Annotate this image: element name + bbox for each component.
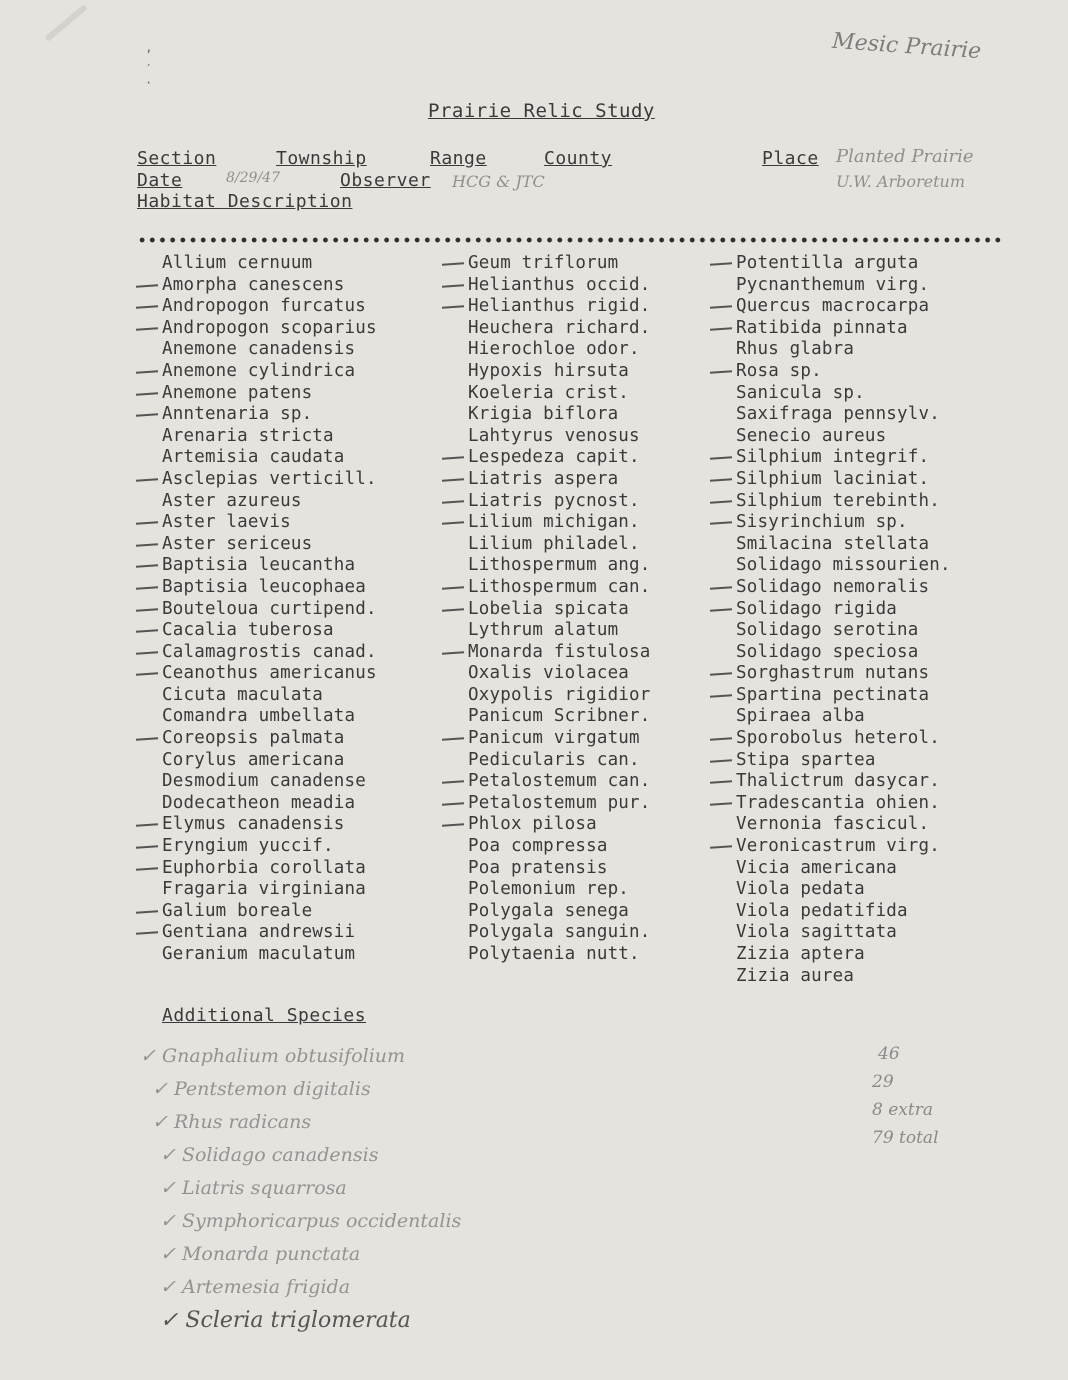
check-dash-mark [136, 910, 158, 913]
additional-species-item: ✓ Solidago canadensis [160, 1144, 379, 1166]
species-name: Koeleria crist. [468, 382, 630, 403]
habitat-description-label: Habitat Description [137, 191, 353, 212]
check-dash-mark [710, 673, 732, 676]
species-name: Sporobolus heterol. [736, 728, 940, 749]
species-name: Geranium maculatum [162, 944, 356, 964]
species-name: Euphorbia corollata [162, 857, 366, 878]
species-name: Heuchera richard. [468, 317, 651, 338]
species-item [162, 771, 377, 793]
species-name: Poa pratensis [468, 857, 608, 878]
species-name: Vicia americana [736, 857, 898, 878]
species-item [736, 685, 951, 707]
species-name: Andropogon furcatus [162, 296, 366, 317]
species-item [162, 599, 377, 621]
species-name: Eryngium yuccif. [162, 836, 334, 857]
species-name: Zizia aptera [736, 944, 865, 964]
check-dash-mark [710, 845, 732, 848]
species-name: Ceanothus americanus [162, 663, 377, 684]
species-item [736, 555, 951, 577]
species-name: Panicum virgatum [468, 728, 640, 749]
species-item [736, 814, 951, 836]
check-dash-mark [442, 586, 464, 589]
additional-species-item: ✓ Symphoricarpus occidentalis [160, 1210, 462, 1232]
species-item [162, 275, 377, 297]
check-dash-mark [136, 867, 158, 870]
species-item [736, 512, 951, 534]
check-dash-mark [442, 802, 464, 805]
species-name: Zizia aurea [736, 965, 855, 986]
species-name: Aster sericeus [162, 533, 313, 554]
species-item [468, 944, 651, 966]
species-name: Krigia biflora [468, 404, 619, 425]
additional-species-item: ✓ Gnaphalium obtusifolium [140, 1045, 406, 1067]
species-name: Liatris aspera [468, 468, 619, 489]
check-dash-mark [710, 608, 732, 611]
species-item [736, 318, 951, 340]
species-item [736, 858, 951, 880]
species-name: Viola sagittata [736, 922, 898, 943]
check-dash-mark [710, 802, 732, 805]
species-item [162, 447, 377, 469]
species-item [468, 858, 651, 880]
species-item [162, 253, 377, 275]
additional-species-heading: Additional Species [162, 1005, 367, 1026]
species-item [162, 706, 377, 728]
species-name: Silphium integrif. [736, 447, 930, 468]
species-name: Viola pedata [736, 879, 865, 900]
date-value: 8/29/47 [226, 170, 280, 186]
check-dash-mark [136, 737, 158, 740]
species-item [468, 642, 651, 664]
species-name: Hypoxis hirsuta [468, 360, 630, 381]
species-name: Polemonium rep. [468, 879, 630, 900]
species-name: Anntenaria sp. [162, 404, 313, 425]
species-item [162, 361, 377, 383]
observer-label: Observer [340, 170, 431, 191]
check-dash-mark [136, 824, 158, 827]
check-dash-mark [710, 759, 732, 762]
species-item [468, 534, 651, 556]
species-item [468, 361, 651, 383]
page-title: Prairie Relic Study [428, 100, 655, 122]
species-name: Aster azureus [162, 490, 302, 511]
species-item [736, 275, 951, 297]
species-name: Fragaria virginiana [162, 879, 366, 900]
species-name: Sisyrinchium sp. [736, 512, 908, 533]
species-name: Baptisia leucantha [162, 555, 356, 576]
check-dash-mark [136, 327, 158, 330]
species-item [736, 750, 951, 772]
species-name: Cacalia tuberosa [162, 620, 334, 641]
species-name: Potentilla arguta [736, 253, 919, 273]
species-name: Poa compressa [468, 836, 608, 857]
check-dash-mark [442, 305, 464, 308]
check-dash-mark [136, 651, 158, 654]
additional-species-item: ✓ Monarda punctata [160, 1243, 361, 1265]
check-dash-mark [710, 478, 732, 481]
species-column-2 [468, 253, 651, 966]
check-dash-mark [442, 457, 464, 460]
check-dash-mark [136, 392, 158, 395]
tally-line: 29 [872, 1072, 894, 1092]
species-item [736, 901, 951, 923]
additional-species-item: ✓ Artemesia frigida [160, 1276, 351, 1298]
check-dash-mark [442, 521, 464, 524]
check-dash-mark [136, 543, 158, 546]
species-column-1 [162, 253, 377, 966]
species-name: Rosa sp. [736, 360, 822, 381]
check-dash-mark [136, 629, 158, 632]
species-item [736, 944, 951, 966]
species-item [162, 318, 377, 340]
species-item [468, 879, 651, 901]
species-name: Dodecatheon meadia [162, 792, 356, 813]
species-item [736, 599, 951, 621]
species-item [468, 555, 651, 577]
species-item [468, 296, 651, 318]
check-dash-mark [442, 608, 464, 611]
species-name: Coreopsis palmata [162, 728, 345, 749]
species-item [162, 296, 377, 318]
place-label: Place [762, 148, 819, 169]
county-label: County [544, 148, 613, 169]
species-name: Lythrum alatum [468, 620, 619, 641]
place-value-2: U.W. Arboretum [836, 172, 966, 191]
additional-species-item: ✓ Liatris squarrosa [160, 1177, 347, 1199]
date-label: Date [137, 170, 183, 191]
check-dash-mark [136, 370, 158, 373]
species-item [162, 383, 377, 405]
species-name: Bouteloua curtipend. [162, 598, 377, 619]
species-item [162, 793, 377, 815]
species-item [468, 771, 651, 793]
species-name: Saxifraga pennsylv. [736, 404, 940, 425]
species-item [736, 922, 951, 944]
place-value: Planted Prairie [836, 146, 974, 167]
species-name: Rhus glabra [736, 339, 855, 360]
species-name: Lithospermum ang. [468, 555, 651, 576]
species-item [162, 426, 377, 448]
species-item [468, 750, 651, 772]
tally-line: 79 total [872, 1128, 939, 1148]
species-name: Solidago missourien. [736, 555, 951, 576]
species-name: Lithospermum can. [468, 576, 651, 597]
species-item [162, 858, 377, 880]
species-item [162, 577, 377, 599]
species-name: Sorghastrum nutans [736, 663, 930, 684]
species-item [468, 901, 651, 923]
species-name: Helianthus occid. [468, 274, 651, 295]
check-dash-mark [136, 673, 158, 676]
species-item [162, 339, 377, 361]
species-name: Petalostemum pur. [468, 792, 651, 813]
species-item [468, 339, 651, 361]
species-name: Galium boreale [162, 900, 313, 921]
check-dash-mark [136, 565, 158, 568]
species-item [736, 642, 951, 664]
species-name: Spiraea alba [736, 706, 865, 727]
species-name: Allium cernuum [162, 253, 313, 273]
observer-value: HCG & JTC [452, 172, 545, 191]
species-item [468, 663, 651, 685]
species-name: Senecio aureus [736, 425, 887, 446]
species-name: Silphium terebinth. [736, 490, 940, 511]
species-tally [860, 1040, 939, 1152]
species-item [468, 275, 651, 297]
species-name: Ratibida pinnata [736, 317, 908, 338]
species-name: Panicum Scribner. [468, 706, 651, 727]
species-item [162, 663, 377, 685]
species-name: Oxalis violacea [468, 663, 630, 684]
species-name: Solidago speciosa [736, 641, 919, 662]
species-item [162, 491, 377, 513]
section-label: Section [137, 148, 217, 169]
check-dash-mark [442, 478, 464, 481]
species-name: Elymus canadensis [162, 814, 345, 835]
tally-line: 46 [878, 1044, 900, 1064]
check-dash-mark [442, 780, 464, 783]
species-name: Cicuta maculata [162, 684, 324, 705]
check-dash-mark [442, 500, 464, 503]
species-item [736, 339, 951, 361]
species-name: Lobelia spicata [468, 598, 630, 619]
check-dash-mark [136, 521, 158, 524]
species-item [162, 642, 377, 664]
species-item [468, 318, 651, 340]
species-column-3 [736, 253, 951, 987]
dotted-separator [137, 236, 1003, 244]
check-dash-mark [710, 262, 732, 265]
species-name: Pycnanthemum virg. [736, 274, 930, 295]
species-item [468, 599, 651, 621]
species-item [162, 922, 377, 944]
species-item [468, 922, 651, 944]
species-item [162, 685, 377, 707]
species-item [468, 728, 651, 750]
township-label: Township [276, 148, 367, 169]
species-item [468, 512, 651, 534]
species-item [162, 534, 377, 556]
margin-marks: ’ ′ · [145, 48, 153, 90]
species-name: Quercus macrocarpa [736, 296, 930, 317]
species-name: Vernonia fascicul. [736, 814, 930, 835]
additional-species-item: ✓ Pentstemon digitalis [152, 1078, 371, 1100]
species-item [736, 663, 951, 685]
species-name: Lilium michigan. [468, 512, 640, 533]
check-dash-mark [710, 737, 732, 740]
species-item [736, 296, 951, 318]
check-dash-mark [710, 521, 732, 524]
species-name: Anemone patens [162, 382, 313, 403]
check-dash-mark [710, 694, 732, 697]
check-dash-mark [136, 932, 158, 935]
species-item [162, 728, 377, 750]
additional-species-item: ✓ Rhus radicans [152, 1111, 312, 1133]
species-name: Geum triflorum [468, 253, 619, 273]
species-name: Tradescantia ohien. [736, 792, 940, 813]
species-item [468, 491, 651, 513]
species-name: Aster laevis [162, 512, 291, 533]
species-item [468, 620, 651, 642]
species-item [736, 577, 951, 599]
species-item [736, 966, 951, 988]
species-name: Spartina pectinata [736, 684, 930, 705]
species-name: Liatris pycnost. [468, 490, 640, 511]
species-name: Viola pedatifida [736, 900, 908, 921]
species-item [468, 836, 651, 858]
species-item [468, 447, 651, 469]
species-item [736, 469, 951, 491]
species-name: Baptisia leucophaea [162, 576, 366, 597]
species-item [736, 447, 951, 469]
check-dash-mark [136, 845, 158, 848]
species-item [736, 361, 951, 383]
species-name: Arenaria stricta [162, 425, 334, 446]
check-dash-mark [136, 608, 158, 611]
check-dash-mark [136, 413, 158, 416]
species-item [162, 901, 377, 923]
species-item [468, 814, 651, 836]
species-name: Solidago serotina [736, 620, 919, 641]
species-item [162, 814, 377, 836]
species-name: Calamagrostis canad. [162, 641, 377, 662]
species-item [162, 750, 377, 772]
species-item [736, 879, 951, 901]
species-name: Asclepias verticill. [162, 468, 377, 489]
species-name: Artemisia caudata [162, 447, 345, 468]
species-item [162, 836, 377, 858]
species-item [162, 944, 377, 966]
species-name: Thalictrum dasycar. [736, 771, 940, 792]
paper-smudge [44, 4, 88, 42]
check-dash-mark [442, 737, 464, 740]
species-item [468, 706, 651, 728]
species-item [468, 383, 651, 405]
species-name: Petalostemum can. [468, 771, 651, 792]
species-name: Anemone cylindrica [162, 360, 356, 381]
species-item [736, 836, 951, 858]
check-dash-mark [442, 262, 464, 265]
species-name: Silphium laciniat. [736, 468, 930, 489]
check-dash-mark [136, 478, 158, 481]
species-item [736, 253, 951, 275]
species-item [736, 620, 951, 642]
check-dash-mark [710, 457, 732, 460]
species-item [162, 404, 377, 426]
species-name: Corylus americana [162, 749, 345, 770]
additional-species-item: ✓ Scleria triglomerata [160, 1308, 411, 1333]
species-name: Sanicula sp. [736, 382, 865, 403]
species-item [468, 469, 651, 491]
check-dash-mark [710, 327, 732, 330]
range-label: Range [430, 148, 487, 169]
check-dash-mark [710, 305, 732, 308]
species-item [468, 577, 651, 599]
species-item [736, 728, 951, 750]
species-name: Desmodium canadense [162, 771, 366, 792]
species-name: Smilacina stellata [736, 533, 930, 554]
species-name: Hierochloe odor. [468, 339, 640, 360]
species-name: Oxypolis rigidior [468, 684, 651, 705]
check-dash-mark [442, 651, 464, 654]
check-dash-mark [442, 284, 464, 287]
species-name: Anemone canadensis [162, 339, 356, 360]
check-dash-mark [710, 780, 732, 783]
species-item [162, 512, 377, 534]
species-name: Andropogon scoparius [162, 317, 377, 338]
species-item [468, 253, 651, 275]
species-name: Solidago rigida [736, 598, 898, 619]
species-item [736, 771, 951, 793]
species-name: Polygala sanguin. [468, 922, 651, 943]
additional-species-list [140, 1040, 461, 1337]
species-name: Pedicularis can. [468, 749, 640, 770]
species-item [736, 534, 951, 556]
species-name: Polytaenia nutt. [468, 944, 640, 964]
species-name: Gentiana andrewsii [162, 922, 356, 943]
check-dash-mark [136, 586, 158, 589]
species-item [468, 685, 651, 707]
species-name: Stipa spartea [736, 749, 876, 770]
species-item [736, 706, 951, 728]
species-item [162, 469, 377, 491]
check-dash-mark [710, 370, 732, 373]
check-dash-mark [710, 500, 732, 503]
check-dash-mark [442, 824, 464, 827]
species-name: Lespedeza capit. [468, 447, 640, 468]
species-name: Comandra umbellata [162, 706, 356, 727]
species-item [736, 793, 951, 815]
check-dash-mark [710, 586, 732, 589]
species-name: Veronicastrum virg. [736, 836, 940, 857]
species-item [736, 404, 951, 426]
species-item [162, 879, 377, 901]
species-name: Monarda fistulosa [468, 641, 651, 662]
species-name: Amorpha canescens [162, 274, 345, 295]
species-name: Helianthus rigid. [468, 296, 651, 317]
check-dash-mark [136, 284, 158, 287]
tally-line: 8 extra [872, 1100, 933, 1120]
species-name: Lahtyrus venosus [468, 425, 640, 446]
species-name: Lilium philadel. [468, 533, 640, 554]
check-dash-mark [136, 305, 158, 308]
species-item [468, 404, 651, 426]
species-item [468, 793, 651, 815]
species-item [162, 555, 377, 577]
species-name: Polygala senega [468, 900, 630, 921]
species-item [468, 426, 651, 448]
species-item [162, 620, 377, 642]
species-item [736, 383, 951, 405]
corner-note: Mesic Prairie [831, 28, 982, 65]
species-item [736, 426, 951, 448]
species-name: Phlox pilosa [468, 814, 597, 835]
species-item [736, 491, 951, 513]
species-name: Solidago nemoralis [736, 576, 930, 597]
